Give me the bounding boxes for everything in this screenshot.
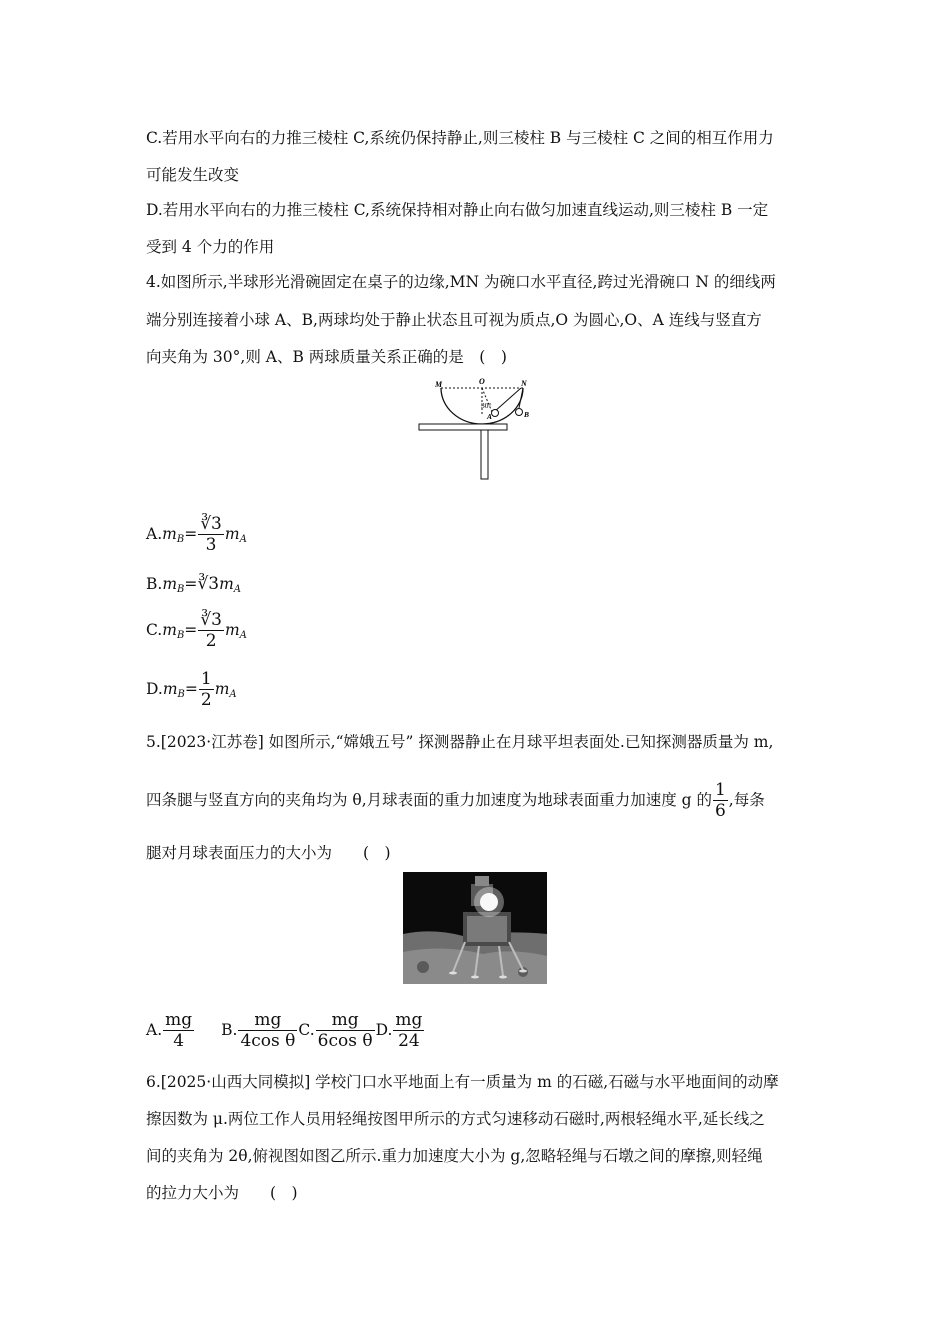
q5-option-c: $\frac{mg}{\text{6cos θ}}$ [317, 1009, 373, 1051]
q4-option-c: $C.m_B=$ $\frac{∛3}{2}$ $m_A$ [146, 609, 247, 651]
q5-stem-line3: 腿对月球表面压力的大小为 ( ) [146, 844, 391, 862]
label-m: M [435, 380, 443, 389]
q6-stem-line3: 间的夹角为 2θ,俯视图如图乙所示.重力加速度大小为 g,忽略轻绳与石墩之间的摩擦,则轻绳 [146, 1147, 763, 1165]
q5-option-b-label: B. [221, 1021, 238, 1039]
q3-option-d-line1: D.若用水平向右的力推三棱柱 C,系统保持相对静止向右做匀加速直线运动,则三棱柱 B 一定 [146, 201, 769, 219]
q5-option-d: $\frac{mg}{24}$ [395, 1009, 423, 1051]
q5-option-b: $\frac{mg}{\text{4cos θ}}$ [240, 1009, 296, 1051]
q5-option-a-label: A. [146, 1021, 163, 1039]
q6-stem-line2: 擦因数为 μ.两位工作人员用轻绳按图甲所示的方式匀速移动石磁时,两根轻绳水平,延长线之 [146, 1110, 765, 1128]
label-angle: 30° [481, 401, 492, 410]
bowl-figure [415, 374, 545, 484]
label-o: O [479, 377, 485, 386]
q5-stem-line1: 5.[2023·江苏卷] 如图所示,“嫦娥五号” 探测器静止在月球平坦表面处.已知探测器质量为 m, [146, 733, 774, 751]
q4-option-b: $B.m_B=∛3m_A$ [146, 574, 241, 595]
q6-stem-line1: 6.[2025·山西大同模拟] 学校门口水平地面上有一质量为 m 的石磁,石磁与水平地面间的动摩 [146, 1073, 779, 1091]
q4-stem-line1: 4.如图所示,半球形光滑碗固定在桌子的边缘,MN 为碗口水平直径,跨过光滑碗口 N 的细线两 [146, 273, 776, 291]
q5-stem-line2: 四条腿与竖直方向的夹角均为 θ,月球表面的重力加速度为地球表面重力加速度 g 的 $\frac{1}{6}$ ,每条 [146, 779, 765, 821]
q5-option-d-label: D. [375, 1021, 393, 1039]
label-a: A [487, 412, 493, 421]
lander-photo [403, 872, 547, 984]
q5-option-a: $\frac{mg}{4}$ [165, 1009, 193, 1051]
q3-option-c-line2: 可能发生改变 [146, 166, 240, 184]
label-n: N [521, 379, 527, 388]
q4-option-a: $A.m_B=$ $\frac{∛3}{3}$ $m_A$ [146, 513, 247, 555]
q4-stem-line2: 端分别连接着小球 A、B,两球均处于静止状态且可视为质点,O 为圆心,O、A 连线与竖直方 [146, 311, 762, 329]
q6-stem-line4: 的拉力大小为 ( ) [146, 1184, 298, 1202]
q5-options [146, 1008, 425, 1052]
q4-stem-line3: 向夹角为 30°,则 A、B 两球质量关系正确的是 ( ) [146, 348, 507, 366]
q5-option-c-label: C. [298, 1021, 315, 1039]
q3-option-d-line2: 受到 4 个力的作用 [146, 238, 275, 256]
label-b: B [524, 410, 530, 419]
q3-option-c-line1: C.若用水平向右的力推三棱柱 C,系统仍保持静止,则三棱柱 B 与三棱柱 C 之间的相互作用力 [146, 129, 774, 147]
q4-option-d: $D.m_B=$ $\frac{1}{2}$ $m_A$ [146, 668, 237, 710]
